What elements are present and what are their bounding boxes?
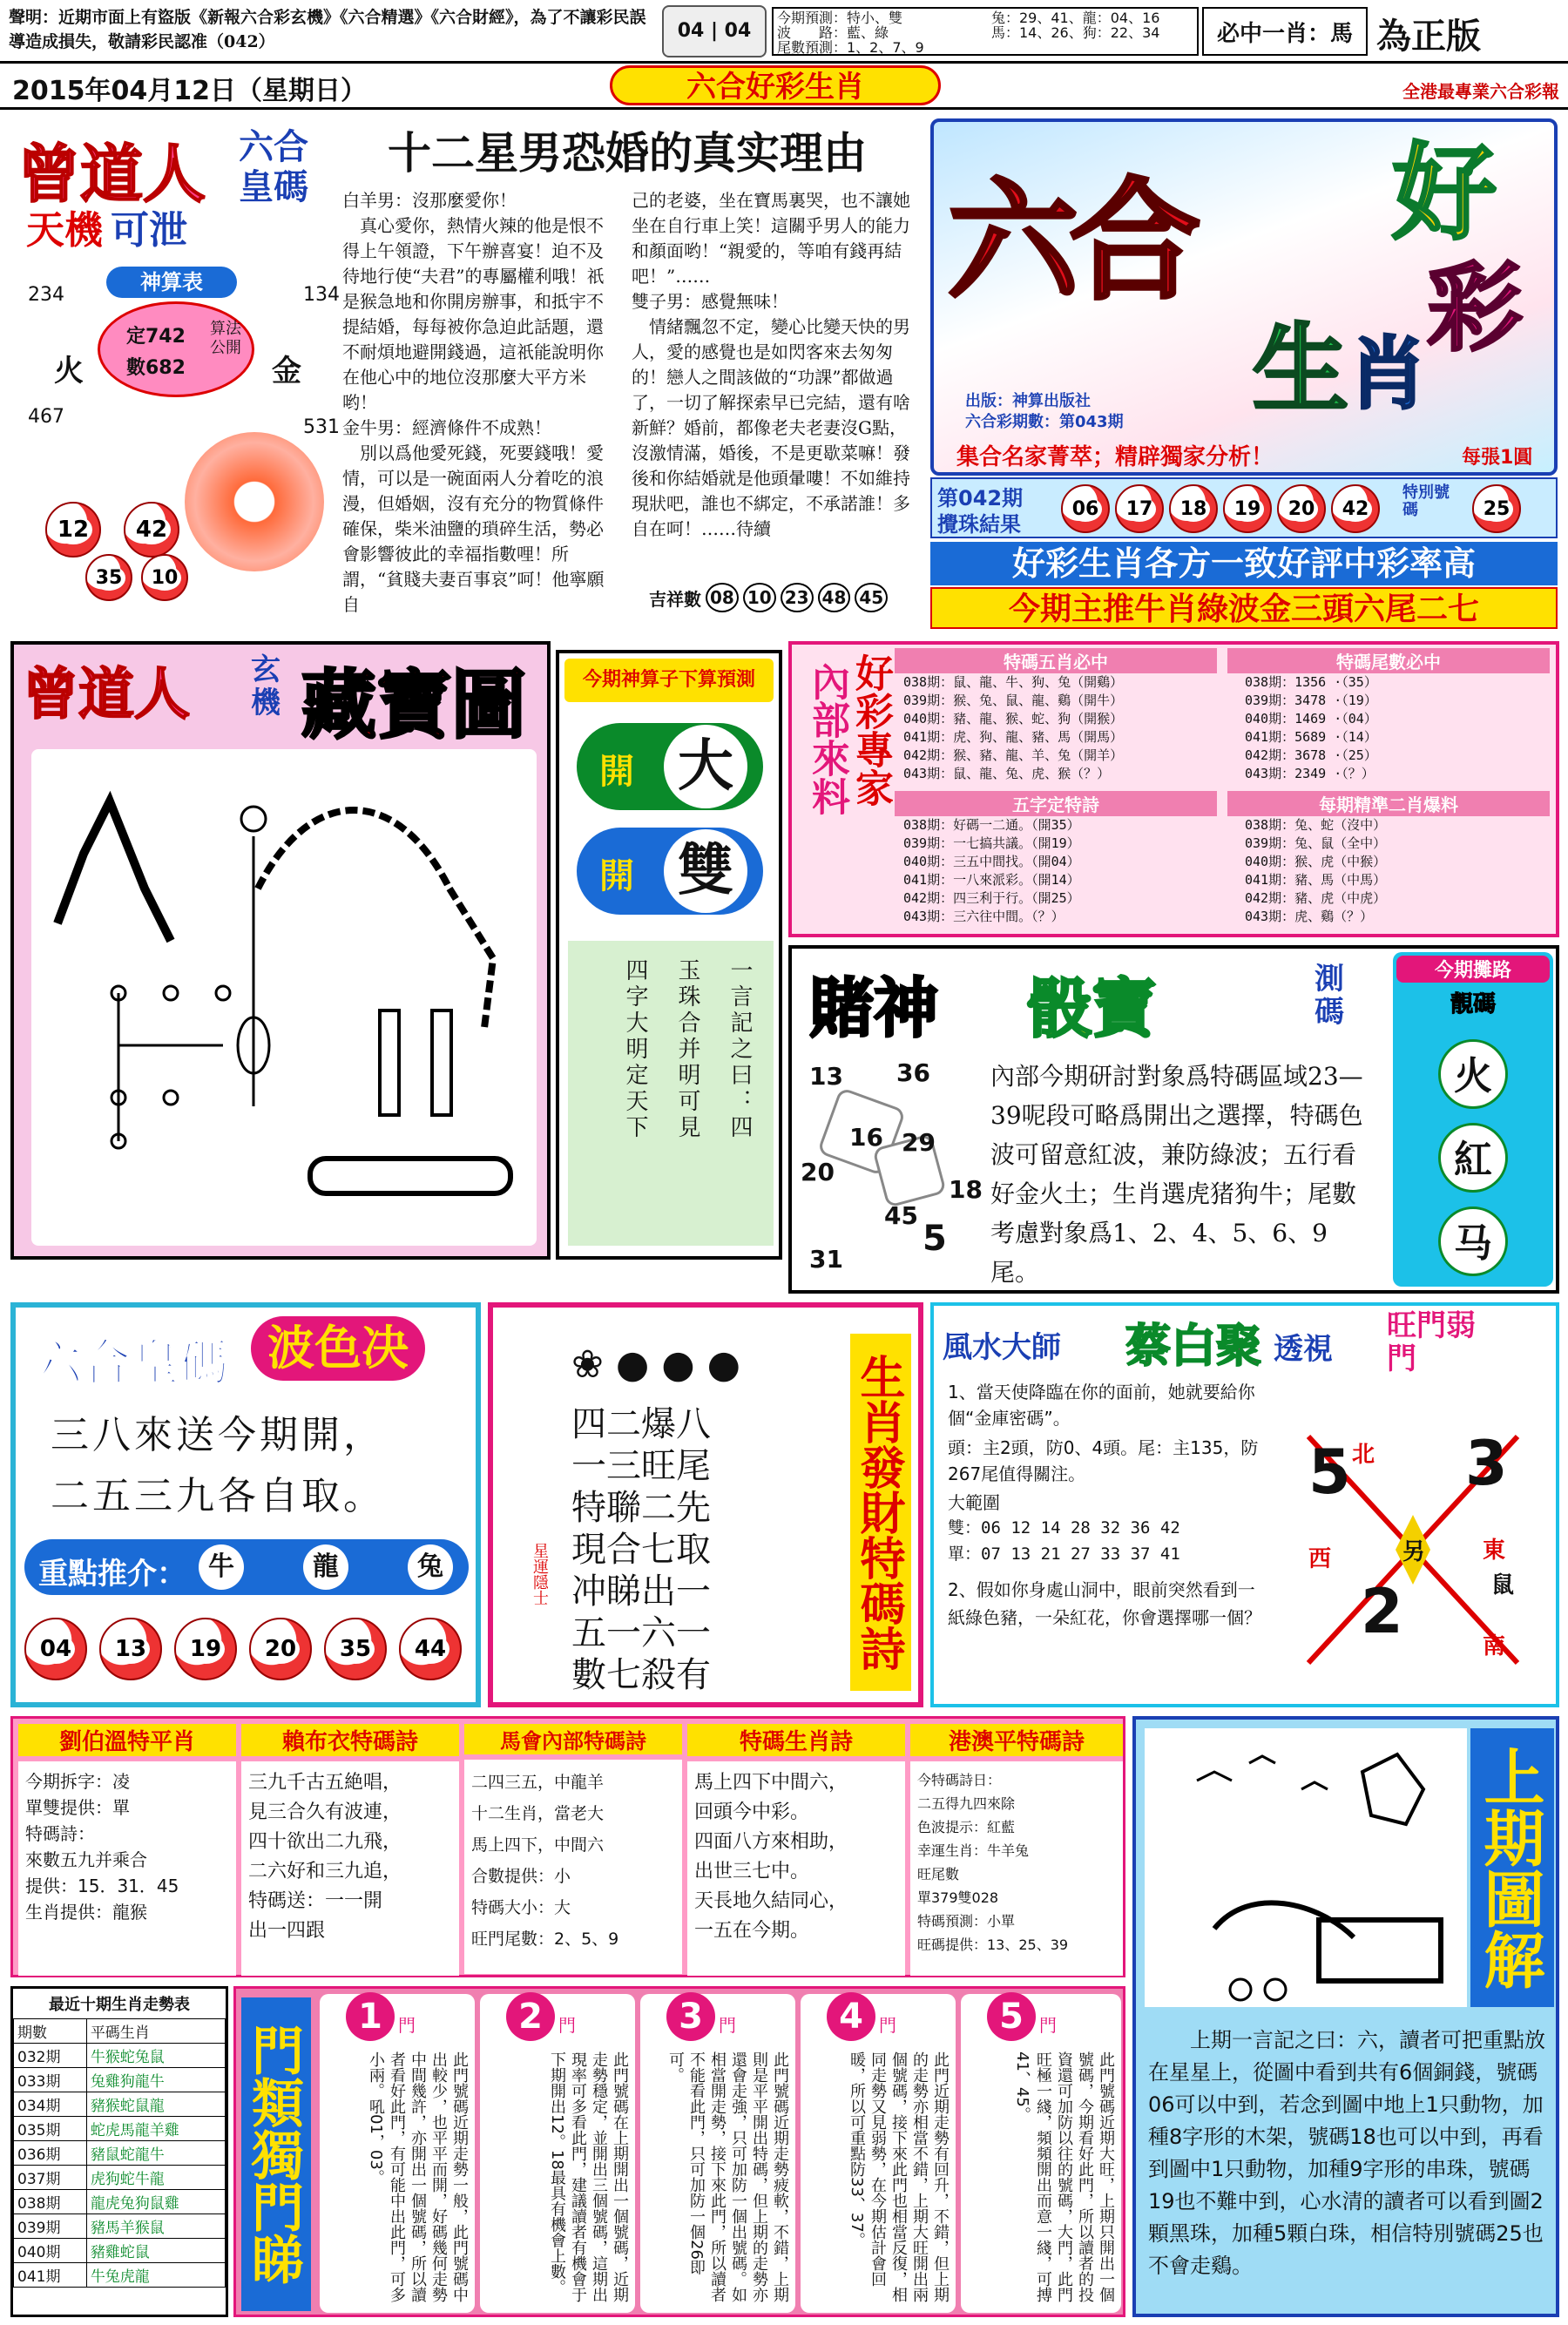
t4-row-4: 041期：豬、馬（中馬） <box>1245 872 1387 888</box>
tao-ball-1: 12 <box>45 502 101 558</box>
poem-title: 生肖發財特碼詩 <box>850 1334 911 1691</box>
t3-row-6: 043期：三六往中間。（？） <box>903 909 1064 924</box>
huangma-ball-2: 13 <box>99 1618 162 1680</box>
open-value-2: 雙 <box>664 829 747 913</box>
predict-line-1: 今期預測：特小、雙 <box>777 10 903 26</box>
poem5-3-line-2: 十二生肖，當老大 <box>471 1804 605 1823</box>
lucky-num-1: 08 <box>706 583 739 612</box>
lucky-num-4: 48 <box>818 583 851 612</box>
dice-num-1: 13 <box>809 1062 843 1091</box>
poem-col-3: 四字大明定天下 <box>622 958 648 1141</box>
poem5-1-line-1: 今期拆字：凌 <box>25 1771 130 1792</box>
dice-num-4: 16 <box>849 1123 883 1152</box>
result-ball-2: 17 <box>1115 484 1164 533</box>
poem5-2-title: 賴布衣特碼詩 <box>241 1724 459 1756</box>
menlei-panel <box>233 1986 1125 2317</box>
door-4-label: 門 <box>879 2015 896 2036</box>
open-label-2: 開 <box>599 856 634 896</box>
poem5-3 <box>464 1724 682 1973</box>
t3-row-5: 042期：四三利于行。（開25） <box>903 890 1080 906</box>
tao-ball-2: 42 <box>124 502 179 558</box>
trend-zodiac: 虎狗蛇牛龍 <box>86 2166 225 2190</box>
trend-header-period: 期數 <box>14 2019 87 2044</box>
treasure-xuan: 玄機 <box>251 652 280 720</box>
dice-num-7: 45 <box>884 1201 918 1230</box>
treasure-sketch <box>31 749 537 1246</box>
title-band: 六合好彩生肖 <box>610 65 941 105</box>
shensuan-panel <box>556 650 782 1260</box>
article-panel <box>335 118 919 624</box>
dice-num-2: 36 <box>896 1058 930 1087</box>
door-1-label: 門 <box>398 2015 416 2036</box>
trend-period: 040期 <box>14 2239 87 2263</box>
lu-item-2: 紅 <box>1438 1123 1508 1193</box>
predict-right-2: 馬：14、26、狗：22、34 <box>991 24 1160 41</box>
t2-title: 特碼尾數必中 <box>1227 648 1550 673</box>
header-bar <box>0 0 1568 61</box>
fengshui-q1d: 雙：06 12 14 28 32 36 42 <box>948 1518 1180 1538</box>
trend-title: 最近十期生肖走勢表 <box>49 1996 190 2014</box>
tao-ball-4: 10 <box>141 554 188 601</box>
door-1-text: 此門號碼近期走勢一般，此門號碼中出較少，也平平而開，好碼幾何走勢中間幾許，亦開出一個號碼，所以讀者看好此門，有可能中出此門，可多小兩。吼01，03。 <box>367 2051 469 2302</box>
treasure-title: 藏寶圖 <box>301 662 526 749</box>
poem5-3-line-3: 馬上四下，中間六 <box>471 1835 605 1855</box>
trend-period: 038期 <box>14 2190 87 2214</box>
huangma-ball-4: 20 <box>249 1618 312 1680</box>
genuine-label: 為正版 <box>1376 17 1481 57</box>
trend-zodiac: 牛兔虎龍 <box>86 2263 225 2288</box>
poem5-2-line-1: 三九千古五絶唱， <box>248 1772 402 1794</box>
trend-period: 035期 <box>14 2117 87 2141</box>
t4-row-5: 042期：豬、虎（中虎） <box>1245 890 1387 906</box>
calc-center-1: 定742 <box>126 326 186 348</box>
poem5-1 <box>18 1724 236 1973</box>
calc-title: 神算表 <box>106 267 237 298</box>
decor-coin <box>185 432 324 571</box>
door-4-text: 此門近期走勢有回升，不錯，但上期的走勢亦相當不錯，上期大旺開出兩個號碼，接下來此門也相當反復，相同走勢又見弱勢，在今期估計會回暖，所以可重點防33、37。 <box>848 2051 950 2302</box>
trend-period: 033期 <box>14 2068 87 2092</box>
t1-row-3: 040期：豬、龍、猴、蛇、狗（開猴） <box>903 711 1124 727</box>
poem5-3-line-4: 合數提供：小 <box>471 1867 571 1886</box>
poem5-5-line-6: 單379雙028 <box>917 1889 999 1906</box>
table-five-zodiac <box>895 648 1217 787</box>
poem5-5-title: 港澳平特碼詩 <box>910 1724 1123 1756</box>
poem5-1-title: 劉伯溫特平肖 <box>18 1724 236 1756</box>
tao-name: 曾道人 <box>17 138 206 211</box>
calc-n2: 134 <box>303 284 340 306</box>
door-3 <box>640 1994 795 2313</box>
article-col-2: 己的老婆，坐在寶馬裏哭，也不讓她坐在自行車上笑！這關乎男人的能力和顏面哟！“親愛的，等咱有錢再結吧！”…… 雙子男：感覺無味！ 情緒飄忽不定，變心比變天快的男人，愛的感覺也是如閃客來去匆匆的！戀人之間該做的“功課”都做過了，一切了解探索早已完結，還有啥新鮮？婚前，都像老夫老妻沒G點，沒激情滿，婚後，不是更歇菜嘛！發後和你結婚就是他頭暈嘍！不如維持現狀吧，誰也不綁定，不承諾誰！多自在呵！……待續 <box>632 190 910 539</box>
poem-row-5: 冲睇出一 <box>571 1571 711 1612</box>
door-2-num: 2 <box>506 1992 555 2041</box>
compass-center: 另 <box>1402 1539 1426 1565</box>
door-5 <box>961 1994 1121 2313</box>
special-label: 特別號碼 <box>1402 483 1450 519</box>
lu-title: 今期攤路 <box>1396 956 1550 983</box>
fengshui-q2: 2、假如你身處山洞中，眼前突然看到一紙綠色豬，一朵紅花，你會選擇哪一個？ <box>948 1579 1261 1628</box>
compass-south: 南 <box>1483 1633 1506 1659</box>
result-ball-3: 18 <box>1169 484 1218 533</box>
poem5-5-line-1: 今特碼詩日： <box>917 1772 1002 1788</box>
calc-center-2: 數682 <box>126 357 186 379</box>
trend-table <box>13 2018 226 2288</box>
t4-row-6: 043期：虎、鷄（？） <box>1245 909 1374 924</box>
special-ball: 25 <box>1472 484 1521 533</box>
results-label: 攪珠結果 <box>937 512 1021 537</box>
calc-gold: 金 <box>272 354 301 389</box>
compass-east: 東 <box>1483 1538 1506 1564</box>
masthead-big-3: 彩 <box>1427 253 1523 364</box>
disclaimer-text: 聲明：近期市面上有盜版《新報六合彩玄機》《六合精選》《六合財經》，為了不讓彩民誤導造成損失，敬請彩民認准（042） <box>9 8 646 51</box>
poem5-5-line-4: 幸運生肖：牛羊兔 <box>917 1842 1030 1859</box>
calc-n1: 234 <box>28 284 64 306</box>
article-col-1: 白羊男：沒那麼愛你！ 真心愛你，熱情火辣的他是恨不得上午領證，下午辦喜宴！迫不及待地行使“夫君”的專屬權利哦！祇是猴急地和你開房辦事，和抵宇不提結婚，每每被你急迫此話題，還不耐煩地避開錢過，這祇能說明你在他心中的地位沒那麼大平方米哟！ 金牛男：經濟條件不成熟！ 別以爲他愛死錢，死要錢哦！愛情，可以是一碗面兩人分着吃的浪漫，但婚姻，沒有充分的物質條件確保，柴米油鹽的瑣碎生活，勢必會影響彼此的幸福指數哩！所謂，“貧賤夫妻百事哀”呵！他寧願自 <box>342 190 605 615</box>
t3-row-4: 041期：一八來派彩。（開14） <box>903 872 1080 888</box>
poem5-1-line-2: 單雙提供：單 <box>25 1797 130 1818</box>
trend-zodiac: 豬鼠蛇龍牛 <box>86 2141 225 2166</box>
poem-row-1: 四二爆八 <box>571 1404 711 1444</box>
prev-title: 上期圖解 <box>1470 1728 1554 2007</box>
poem5-5-line-3: 色波提示：紅藍 <box>917 1819 1016 1835</box>
door-3-text: 此門號碼近期走勢疲軟，不錯，上期則是平平開出特碼，但上期的走勢亦還會走強，只可加防一個出號碼。如相當開走勢，接下來此門，所以讀者不能看此門，只可加防一個26即可。 <box>666 2051 789 2302</box>
fengshui-title: 風水大師 <box>943 1330 1061 1365</box>
prev-sketch <box>1145 1728 1467 2007</box>
shensuan-poem <box>568 941 774 1246</box>
poem5-3-line-6: 旺門尾數：2、5、9 <box>471 1930 619 1949</box>
fengshui-q1c: 大範圍 <box>948 1492 1000 1513</box>
poem-row-6: 五一六一 <box>571 1613 711 1653</box>
dushen-title-1: 賭神 <box>809 971 938 1046</box>
poem5-3-line-5: 特碼大小：大 <box>471 1898 571 1917</box>
lu-item-3: 马 <box>1438 1206 1508 1276</box>
dice-num-3: 20 <box>801 1158 835 1186</box>
calc-n3: 467 <box>28 406 64 428</box>
t3-row-3: 040期：三五中間找。（開04） <box>903 854 1080 869</box>
t2-row-6: 043期：2349 ·（？） <box>1245 766 1375 781</box>
masthead-slogan: 集合名家菁萃；精辟獨家分析！ <box>956 444 1274 470</box>
focus-bar <box>24 1539 469 1595</box>
fengshui-name: 蔡白聚 <box>1125 1321 1262 1373</box>
masthead-pub-2: 六合彩期數：第043期 <box>965 413 1124 431</box>
fengshui-q1b: 頭：主2頭，防0、4頭。尾：主135，防267尾值得關注。 <box>948 1437 1259 1484</box>
t1-row-6: 043期：鼠、龍、兔、虎、猴（？） <box>903 766 1111 781</box>
fengshui-q1: 1、當天使降臨在你的面前，她就要給你個“金庫密碼”。 <box>948 1382 1255 1429</box>
lucky-row <box>649 580 919 615</box>
trend-period: 034期 <box>14 2092 87 2117</box>
masthead-big-2: 好 <box>1392 133 1497 254</box>
result-ball-1: 06 <box>1061 484 1110 533</box>
trend-period: 041期 <box>14 2263 87 2288</box>
lu-panel <box>1393 952 1553 1287</box>
poem5-1-line-3: 特碼詩： <box>25 1823 95 1844</box>
lucky-num-3: 23 <box>781 583 814 612</box>
calc-oval <box>98 301 254 397</box>
trend-zodiac: 兔雞狗龍牛 <box>86 2068 225 2092</box>
calc-n4: 531 <box>303 416 340 438</box>
lu-sub: 靚碼 <box>1450 991 1496 1017</box>
door-1-num: 1 <box>346 1992 395 2041</box>
compass-n2: 3 <box>1465 1428 1508 1499</box>
lu-item-1: 火 <box>1438 1039 1508 1109</box>
t2-row-4: 041期：5689 ·（14） <box>1245 729 1377 745</box>
poem-row-3: 特聯二先 <box>571 1488 711 1528</box>
lucky-num-2: 10 <box>743 583 776 612</box>
trend-panel <box>10 1986 228 2317</box>
inside-side-1: 內部來料 <box>805 662 849 815</box>
t2-row-3: 040期：1469 ·（04） <box>1245 711 1377 727</box>
date-bar <box>0 61 1568 110</box>
door-5-num: 5 <box>987 1992 1036 2041</box>
trend-period: 037期 <box>14 2166 87 2190</box>
tagline: 全港最專業六合彩報 <box>1402 81 1559 102</box>
t4-title: 每期精準二肖爆料 <box>1227 791 1550 816</box>
poem5-5-line-2: 二五得九四來除 <box>917 1795 1016 1812</box>
poem5-2-line-6: 出一四跟 <box>248 1920 326 1942</box>
treasure-name: 曾道人 <box>23 663 190 727</box>
focus-zodiac-1: 牛 <box>199 1544 244 1590</box>
trend-zodiac: 牛猴蛇兔鼠 <box>86 2044 225 2068</box>
poem5-4-line-4: 出世三七中。 <box>694 1861 810 1882</box>
t3-row-1: 038期：好碼一二通。（開35） <box>903 817 1080 833</box>
poem5-4-line-5: 天長地久結同心， <box>694 1890 848 1912</box>
tao-ball-3: 35 <box>85 554 132 601</box>
t1-row-1: 038期：鼠、龍、牛、狗、兔（開鷄） <box>903 674 1124 690</box>
poem5-4 <box>687 1724 905 1973</box>
poem5-2 <box>241 1724 459 1973</box>
focus-zodiac-2: 龍 <box>303 1544 348 1590</box>
open-row-1 <box>577 723 763 810</box>
results-period: 第042期 <box>937 486 1024 510</box>
t3-title: 五字定特詩 <box>895 791 1217 816</box>
trend-zodiac: 龍虎兔狗鼠雞 <box>86 2190 225 2214</box>
poem5-4-line-2: 回頭今中彩。 <box>694 1801 810 1823</box>
trend-period: 032期 <box>14 2044 87 2068</box>
masthead <box>930 118 1558 632</box>
focus-label: 重點推介： <box>38 1557 186 1592</box>
t2-row-2: 039期：3478 ·（19） <box>1245 693 1377 708</box>
poem5-3-line-1: 二四三五，中龍羊 <box>471 1773 605 1792</box>
t4-row-2: 039期：兔、鼠（全中） <box>1245 835 1387 851</box>
poems5-row <box>10 1716 1125 1977</box>
dice-area <box>801 1058 983 1288</box>
treasure-drawing <box>31 749 537 1246</box>
poem5-5-line-8: 旺碼提供：13、25、39 <box>917 1936 1069 1953</box>
tao-side-label: 六合皇碼 <box>239 127 308 207</box>
trend-zodiac: 豬雞蛇鼠 <box>86 2239 225 2263</box>
t2-row-1: 038期：1356 ·（35） <box>1245 674 1377 690</box>
poem-col-2: 玉珠合并明可見 <box>674 958 700 1141</box>
must-win-box: 必中一肖：馬 <box>1202 7 1368 56</box>
door-4-num: 4 <box>827 1992 875 2041</box>
article-title: 十二星男恐婚的真实理由 <box>388 127 867 179</box>
t4-row-1: 038期：兔、蛇（沒中） <box>1245 817 1387 833</box>
trend-zodiac: 豬猴蛇鼠龍 <box>86 2092 225 2117</box>
huangma-ball-6: 44 <box>399 1618 462 1680</box>
open-label-1: 開 <box>599 752 634 792</box>
result-ball-6: 42 <box>1331 484 1380 533</box>
dushen-title-2: 骰寶 <box>1027 971 1156 1046</box>
compass-n1: 5 <box>1308 1436 1351 1508</box>
door-2-label: 門 <box>558 2015 576 2036</box>
huangma-line-1: 三八來送今期開， <box>51 1413 385 1457</box>
poem5-1-line-5: 提供：15．31．45 <box>25 1876 179 1896</box>
compass <box>1274 1402 1552 1698</box>
dushen-title-3: 測碼 <box>1315 962 1344 1030</box>
fengshui-tag: 旺門弱門 <box>1387 1308 1476 1376</box>
fengshui-q1e: 單：07 13 21 27 33 37 41 <box>948 1544 1180 1564</box>
lucky-label: 吉祥數 <box>649 588 701 610</box>
poem-col-1: 一言記之曰：四 <box>727 958 753 1141</box>
prev-panel <box>1132 1716 1559 2317</box>
huangma-ball-5: 35 <box>324 1618 387 1680</box>
poem-grid <box>571 1403 833 1696</box>
door-2-text: 此門號碼在上期開出一個號碼，近期走勢穩定，並開出三個號碼，這期出現率可多看此門，建議讀者有機會于下期開出12。18最具有機會上數。 <box>548 2051 629 2302</box>
banner-1: 好彩生肖各方一致好評中彩率高 <box>930 542 1558 585</box>
door-3-num: 3 <box>666 1992 715 2041</box>
inside-side-2: 好彩專家 <box>848 653 893 807</box>
logo-stamp: 04 | 04 <box>662 5 767 57</box>
t2-row-5: 042期：3678 ·（25） <box>1245 747 1377 763</box>
compass-west: 西 <box>1308 1546 1332 1572</box>
compass-rat: 鼠 <box>1491 1572 1515 1598</box>
poem5-2-line-2: 見三合久有波連， <box>248 1801 402 1823</box>
trend-zodiac: 豬馬羊猴鼠 <box>86 2214 225 2239</box>
dushen-panel <box>788 945 1559 1294</box>
results-bar <box>930 477 1558 538</box>
door-2 <box>480 1994 635 2313</box>
dice-num-5: 29 <box>902 1128 936 1157</box>
t1-row-5: 042期：猴、豬、龍、羊、兔（開羊） <box>903 747 1124 763</box>
tao-panel <box>10 118 340 624</box>
shensuan-title: 今期神算子下算預測 <box>564 659 774 702</box>
poem5-5 <box>910 1724 1123 1973</box>
predict-line-2: 波 路：藍、綠 <box>777 24 889 41</box>
door-3-label: 門 <box>719 2015 736 2036</box>
trend-period: 039期 <box>14 2214 87 2239</box>
poem-row-7: 數七殺有 <box>571 1655 711 1695</box>
huangma-title-1: 六合皇碼 <box>33 1335 228 1392</box>
prev-text: 上期一言記之曰：六，讀者可把重點放在星星上，從圖中看到共有6個銅錢，號碼06可以中到，若念到圖中地上1只動物，加種8字形的木架，號碼18也可以中到，再看到圖中1只動物，加種9字形的串珠，號碼19也不難中到，心水清的讀者可以看到圖2顆黑珠，加種5顆白珠，相信特別號碼25也不會走鷄。 <box>1148 2028 1545 2278</box>
poem5-1-line-4: 來數五九并乘合 <box>25 1849 147 1870</box>
trend-zodiac: 蛇虎馬龍羊雞 <box>86 2117 225 2141</box>
predict-line-3: 尾數預測：1、2、7、9 <box>777 39 924 56</box>
fengshui-panel <box>930 1302 1559 1707</box>
huangma-line-2: 二五三九各自取。 <box>51 1474 385 1518</box>
poem5-4-title: 特碼生肖詩 <box>687 1724 905 1756</box>
poem5-2-line-4: 二六好和三九追， <box>248 1861 402 1882</box>
trend-period: 036期 <box>14 2141 87 2166</box>
t1-row-4: 041期：虎、狗、龍、豬、馬（開馬） <box>903 729 1124 745</box>
t1-title: 特碼五肖必中 <box>895 648 1217 673</box>
poem-panel <box>488 1302 923 1707</box>
fengshui-suffix: 透視 <box>1274 1332 1333 1367</box>
date-label: 2015年04月12日（星期日） <box>12 76 367 106</box>
prev-drawing <box>1145 1728 1467 2007</box>
door-1 <box>320 1994 475 2313</box>
lucky-num-5: 45 <box>855 583 888 612</box>
poem5-4-line-3: 四面八方來相助， <box>694 1831 848 1853</box>
masthead-price: 每張1圓 <box>1462 447 1533 469</box>
open-row-2 <box>577 828 763 915</box>
banner-2: 今期主推牛肖綠波金三頭六尾二七 <box>930 587 1558 629</box>
poem5-4-line-6: 一五在今期。 <box>694 1920 810 1942</box>
masthead-big-1: 六合 <box>948 166 1193 318</box>
huangma-ball-1: 04 <box>24 1618 87 1680</box>
poem-row-4: 現合七取 <box>571 1530 711 1570</box>
door-5-label: 門 <box>1039 2015 1057 2036</box>
compass-north: 北 <box>1352 1442 1375 1468</box>
door-5-text: 此門號碼近期大旺，上期只開出一個號碼，今期看好此門，所以讀者的投資還可加防以往的號碼，大門，此門旺極一綫，頻頻開出而意一綫，可搏41、45。 <box>1013 2051 1115 2302</box>
dushen-text: 內部今期研討對象爲特碼區域23—39呢段可略爲開出之選擇，特碼色波可留意紅波，兼防綠波；五行看好金火土；生肖選虎猪狗牛；尾數考慮對象爲1、2、4、5、6、9尾。 <box>990 1062 1363 1287</box>
poem5-4-line-1: 馬上四下中間六， <box>694 1772 848 1794</box>
table-five-char-poem <box>895 791 1217 930</box>
table-tail-digits <box>1227 648 1550 787</box>
dice-num-8: 31 <box>809 1245 843 1274</box>
result-ball-5: 20 <box>1277 484 1326 533</box>
menlei-title: 門類獨門睇 <box>241 1997 311 2311</box>
masthead-pub-1: 出版：神算出版社 <box>965 392 1091 410</box>
poem5-5-line-7: 特碼預測：小單 <box>917 1913 1016 1930</box>
tao-sub2: 可泄 <box>111 208 187 253</box>
calc-fire: 火 <box>54 354 84 389</box>
huangma-ball-3: 19 <box>174 1618 237 1680</box>
t3-row-2: 039期：一七搞共議。（開19） <box>903 835 1080 851</box>
masthead-big-4: 生 <box>1253 314 1348 425</box>
t4-row-3: 040期：猴、虎（中猴） <box>1245 854 1387 869</box>
poem5-1-line-6: 生肖提供：龍猴 <box>25 1902 147 1923</box>
predict-right-1: 兔：29、41、龍：04、16 <box>991 10 1160 26</box>
dice-num-6: 18 <box>949 1175 983 1204</box>
inside-panel <box>788 641 1559 937</box>
calc-center-3: 算法公開 <box>210 320 241 357</box>
poem5-3-title: 馬會內部特碼詩 <box>464 1724 682 1754</box>
open-value-1: 大 <box>664 725 747 808</box>
huangma-panel <box>10 1302 481 1707</box>
trend-header-zodiac: 平碼生肖 <box>86 2019 225 2044</box>
t1-row-2: 039期：猴、兔、鼠、龍、鷄（開牛） <box>903 693 1124 708</box>
huangma-title-2: 波色决 <box>251 1316 425 1381</box>
poem5-2-line-5: 特碼送：一一開 <box>248 1890 383 1912</box>
poem5-5-line-5: 旺尾數 <box>917 1866 960 1882</box>
result-ball-4: 19 <box>1223 484 1272 533</box>
focus-zodiac-3: 兔 <box>408 1544 453 1590</box>
predict-box <box>772 7 1199 56</box>
treasure-panel <box>10 641 551 1260</box>
poem-icons: ❀ ● ● ● <box>571 1342 741 1387</box>
tao-sub1: 天機 <box>26 208 103 253</box>
compass-n3: 2 <box>1361 1576 1403 1647</box>
poem5-2-line-3: 四十欲出二九飛， <box>248 1831 402 1853</box>
door-4 <box>801 1994 956 2313</box>
masthead-big-5: 肖 <box>1348 328 1427 420</box>
table-two-zodiac <box>1227 791 1550 930</box>
poem-row-2: 一三旺尾 <box>571 1446 711 1486</box>
poem-side: 星運隱士 <box>531 1543 549 1605</box>
dice-num-9: 5 <box>923 1219 947 1259</box>
